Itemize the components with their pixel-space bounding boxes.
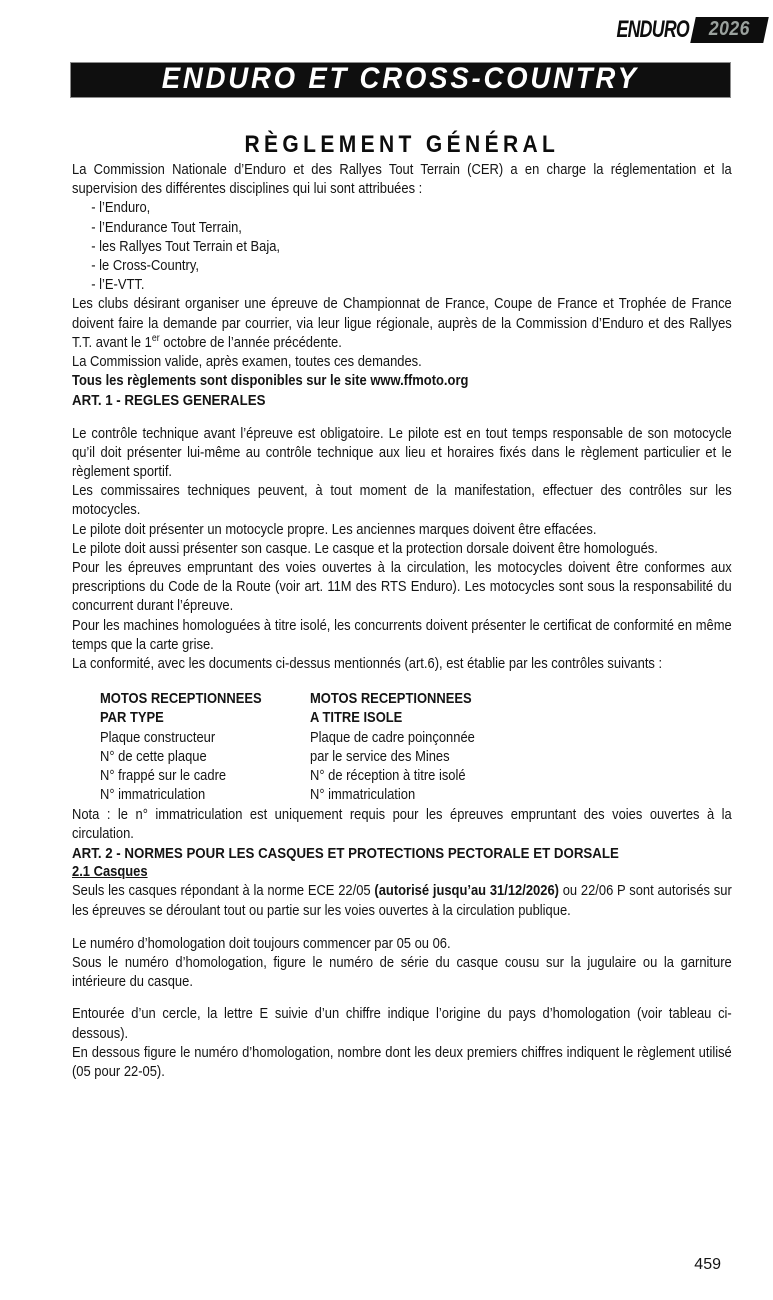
nota-paragraph: Nota : le n° immatriculation est uniquement requis pour les épreuves empruntant des voies ouvertes à la circulation.: [72, 806, 732, 842]
validation-line: La Commission valide, après examen, toutes ces demandes.: [72, 354, 422, 371]
table-row: Plaque constructeur: [100, 729, 216, 746]
column-header: MOTOS RECEPTIONNEES: [310, 691, 472, 708]
homologation-paragraph: En dessous figure le numéro d’homologation, nombre dont les deux premiers chiffres indiquent le règlement utilisé (05 pour 22-05).: [72, 1044, 732, 1080]
reception-table: [100, 690, 732, 805]
article-2-1-subheading: 2.1 Casques: [72, 864, 148, 881]
ordinal-superscript: er: [151, 332, 160, 344]
column-header: MOTOS RECEPTIONNEES: [100, 691, 262, 708]
clubs-paragraph: [72, 295, 732, 353]
table-row: N° de réception à titre isolé: [310, 768, 466, 785]
table-row: N° immatriculation: [100, 787, 206, 804]
clubs-text: Les clubs désirant organiser une épreuve de Championnat de France, Coupe de France et Trophée de France doivent faire la demande par courrier, via leur ligue régionale, auprès de la Commission d’Enduro et des Rallyes T.T. avant le 1: [72, 296, 732, 351]
article-1-paragraph: Le contrôle technique avant l’épreuve est obligatoire. Le pilote est en tout temps responsable de son motocycle qu’il doit présenter lui-même au contrôle technique aux lieu et horaires fixés dans le règlement particulier et le règlement sportif.: [72, 425, 732, 481]
table-row: N° de cette plaque: [100, 748, 207, 765]
list-item: - le Cross-Country,: [91, 258, 199, 275]
enduro-logo-text: ENDURO: [616, 16, 690, 43]
homologation-paragraph: Sous le numéro d’homologation, figure le numéro de série du casque cousu sur la jugulaire ou la garniture intérieure du casque.: [72, 954, 732, 991]
article-1-paragraph: Le pilote doit présenter un motocycle propre. Les anciennes marques doivent être effacées.: [72, 521, 597, 538]
column-header: A TITRE ISOLE: [310, 710, 403, 727]
helmets-bold-note: (autorisé jusqu’au 31/12/2026): [374, 883, 559, 900]
homologation-number-block: [72, 935, 732, 993]
article-1-paragraph: Les commissaires techniques peuvent, à tout moment de la manifestation, effectuer des contrôles sur les motocycles.: [72, 483, 732, 519]
table-row: N° immatriculation: [310, 787, 416, 804]
article-2-heading: ART. 2 - NORMES POUR LES CASQUES ET PROTECTIONS PECTORALE ET DORSALE: [72, 844, 619, 862]
homologation-paragraph: Le numéro d’homologation doit toujours commencer par 05 ou 06.: [72, 935, 451, 952]
page-number: 459: [694, 1256, 721, 1273]
site-notice: Tous les règlements sont disponibles sur le site www.ffmoto.org: [72, 373, 469, 390]
year-badge-text: 2026: [708, 18, 750, 40]
list-item: - l’Endurance Tout Terrain,: [91, 219, 242, 236]
conformity-intro: La conformité, avec les documents ci-dessus mentionnés (art.6), est établie par les contrôles suivants :: [72, 656, 663, 673]
document-body: [72, 130, 732, 1082]
article-1-paragraph: Pour les machines homologuées à titre isolé, les concurrents doivent présenter le certificat de conformité en même temps que la carte grise.: [72, 617, 732, 653]
article-1-paragraph: Pour les épreuves empruntant des voies ouvertes à la circulation, les motocycles doivent être conformes aux prescriptions du Code de la Route (voir art. 11M des RTS Enduro). Les motocycles sont sous la responsabilité du concurrent durant l’épreuve.: [72, 560, 732, 615]
clubs-text-end: octobre de l’année précédente.: [159, 334, 342, 351]
section-banner-title: ENDURO ET CROSS-COUNTRY: [161, 62, 639, 95]
helmets-paragraph: [72, 882, 732, 920]
enduro-year-logo: [591, 16, 765, 44]
intro-paragraph: La Commission Nationale d’Enduro et des Rallyes Tout Terrain (CER) a en charge la réglementation et la supervision des différentes disciplines qui lui sont attribuées :: [72, 162, 732, 198]
column-header: PAR TYPE: [100, 710, 164, 727]
helmets-text-end: ou 22/06 P sont autorisés sur les épreuves se déroulant tout ou partie sur les voies ouvertes à la circulation publique.: [72, 883, 732, 919]
list-item: - l’Enduro,: [91, 200, 151, 217]
list-item: - l’E-VTT.: [91, 277, 145, 294]
reception-column-par-type: [100, 690, 310, 805]
table-row: par le service des Mines: [310, 748, 450, 765]
reception-column-titre-isole: [310, 690, 732, 805]
helmets-text: Seuls les casques répondant à la norme ECE 22/05: [72, 883, 375, 900]
discipline-list: [91, 199, 732, 295]
article-1-paragraph: Le pilote doit aussi présenter son casque. Le casque et la protection dorsale doivent être homologués.: [72, 540, 658, 557]
homologation-paragraph: Entourée d’un cercle, la lettre E suivie d’un chiffre indique l’origine du pays d’homologation (voir tableau ci-dessous).: [72, 1006, 732, 1042]
page-title: RÈGLEMENT GÉNÉRAL: [244, 131, 560, 158]
article-1-heading: ART. 1 - REGLES GENERALES: [72, 392, 266, 410]
homologation-origin-block: [72, 1005, 732, 1082]
year-badge: [690, 17, 768, 43]
list-item: - les Rallyes Tout Terrain et Baja,: [91, 238, 281, 255]
table-row: Plaque de cadre poinçonnée: [310, 729, 475, 746]
article-1-body: [72, 425, 732, 655]
section-banner: [70, 62, 731, 98]
table-row: N° frappé sur le cadre: [100, 768, 227, 785]
